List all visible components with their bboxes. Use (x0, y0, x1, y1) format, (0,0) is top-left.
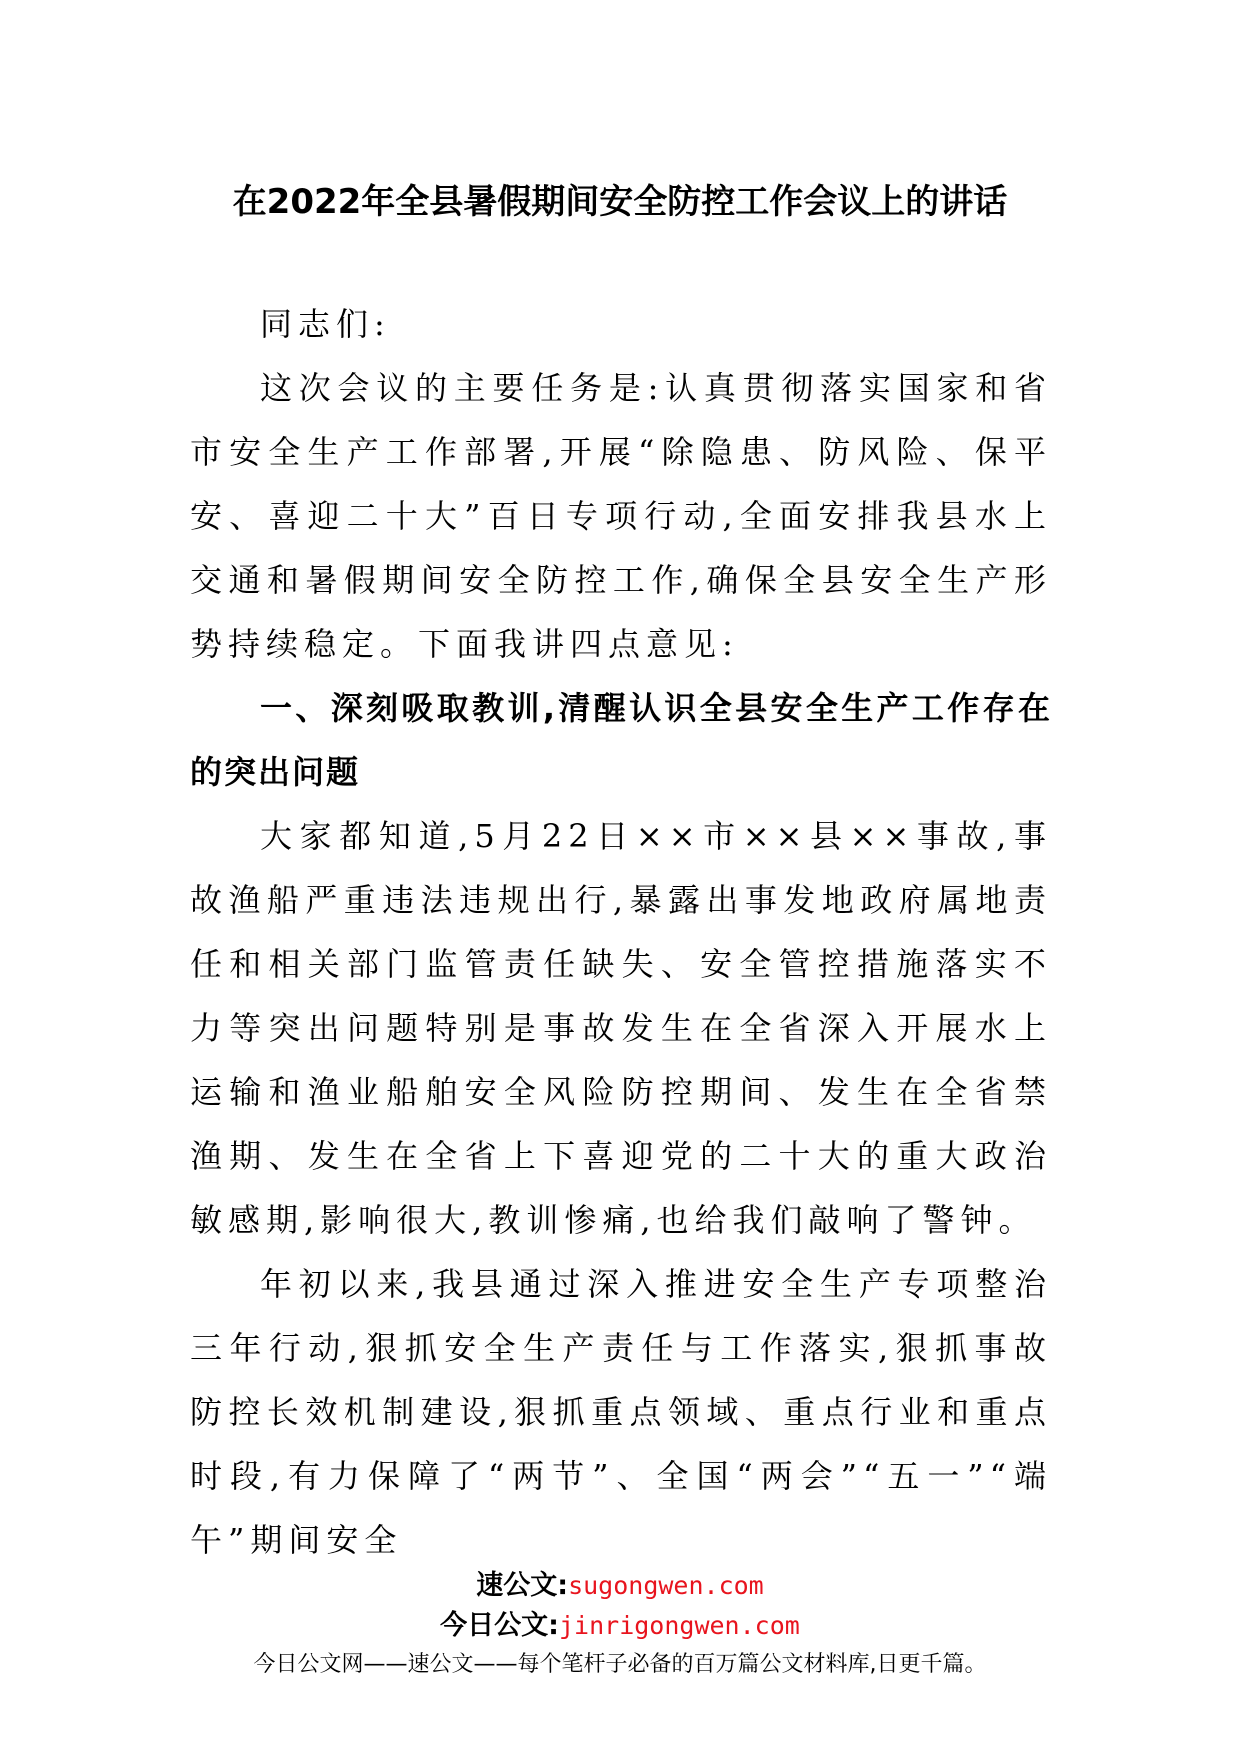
footer-link-sugongwen[interactable]: sugongwen.com (568, 1571, 764, 1600)
intro-paragraph: 这次会议的主要任务是:认真贯彻落实国家和省市安全生产工作部署,开展“除隐患、防风险、保平安、喜迎二十大”百日专项行动,全面安排我县水上交通和暑假期间安全防控工作,确保全县安全生产形势持续稳定。下面我讲四点意见: (190, 369, 1052, 663)
document-title: 在2022年全县暑假期间安全防控工作会议上的讲话 (232, 182, 1008, 222)
body-paragraph-progress: 年初以来,我县通过深入推进安全生产专项整治三年行动,狠抓安全生产责任与工作落实,狠抓事故防控长效机制建设,狠抓重点领域、重点行业和重点时段,有力保障了“两节”、全国“两会”“五一”“端午”期间安全 (190, 1265, 1052, 1559)
footer-tagline: 今日公文网——速公文——每个笔杆子必备的百万篇公文材料库,日更千篇。 (253, 1652, 987, 1677)
section-heading-1: 一、深刻吸取教训,清醒认识全县安全生产工作存在的突出问题 (190, 689, 1052, 791)
footer-label-jinrigongwen: 今日公文: (440, 1610, 559, 1641)
footer-link-jinrigongwen[interactable]: jinrigongwen.com (558, 1611, 800, 1640)
document-body (190, 292, 1052, 1572)
footer-line-sugongwen (0, 1566, 1240, 1606)
salutation: 同志们: (260, 305, 391, 343)
watermark-footer (0, 1566, 1240, 1682)
body-paragraph-accident: 大家都知道,5月22日××市××县××事故,事故渔船严重违法违规出行,暴露出事发地政府属地责任和相关部门监管责任缺失、安全管控措施落实不力等突出问题特别是事故发生在全省深入开展水上运输和渔业船舶安全风险防控期间、发生在全省禁渔期、发生在全省上下喜迎党的二十大的重大政治敏感期,影响很大,教训惨痛,也给我们敲响了警钟。 (190, 817, 1052, 1239)
footer-line-jinrigongwen (0, 1606, 1240, 1646)
footer-label-sugongwen: 速公文: (476, 1570, 569, 1601)
